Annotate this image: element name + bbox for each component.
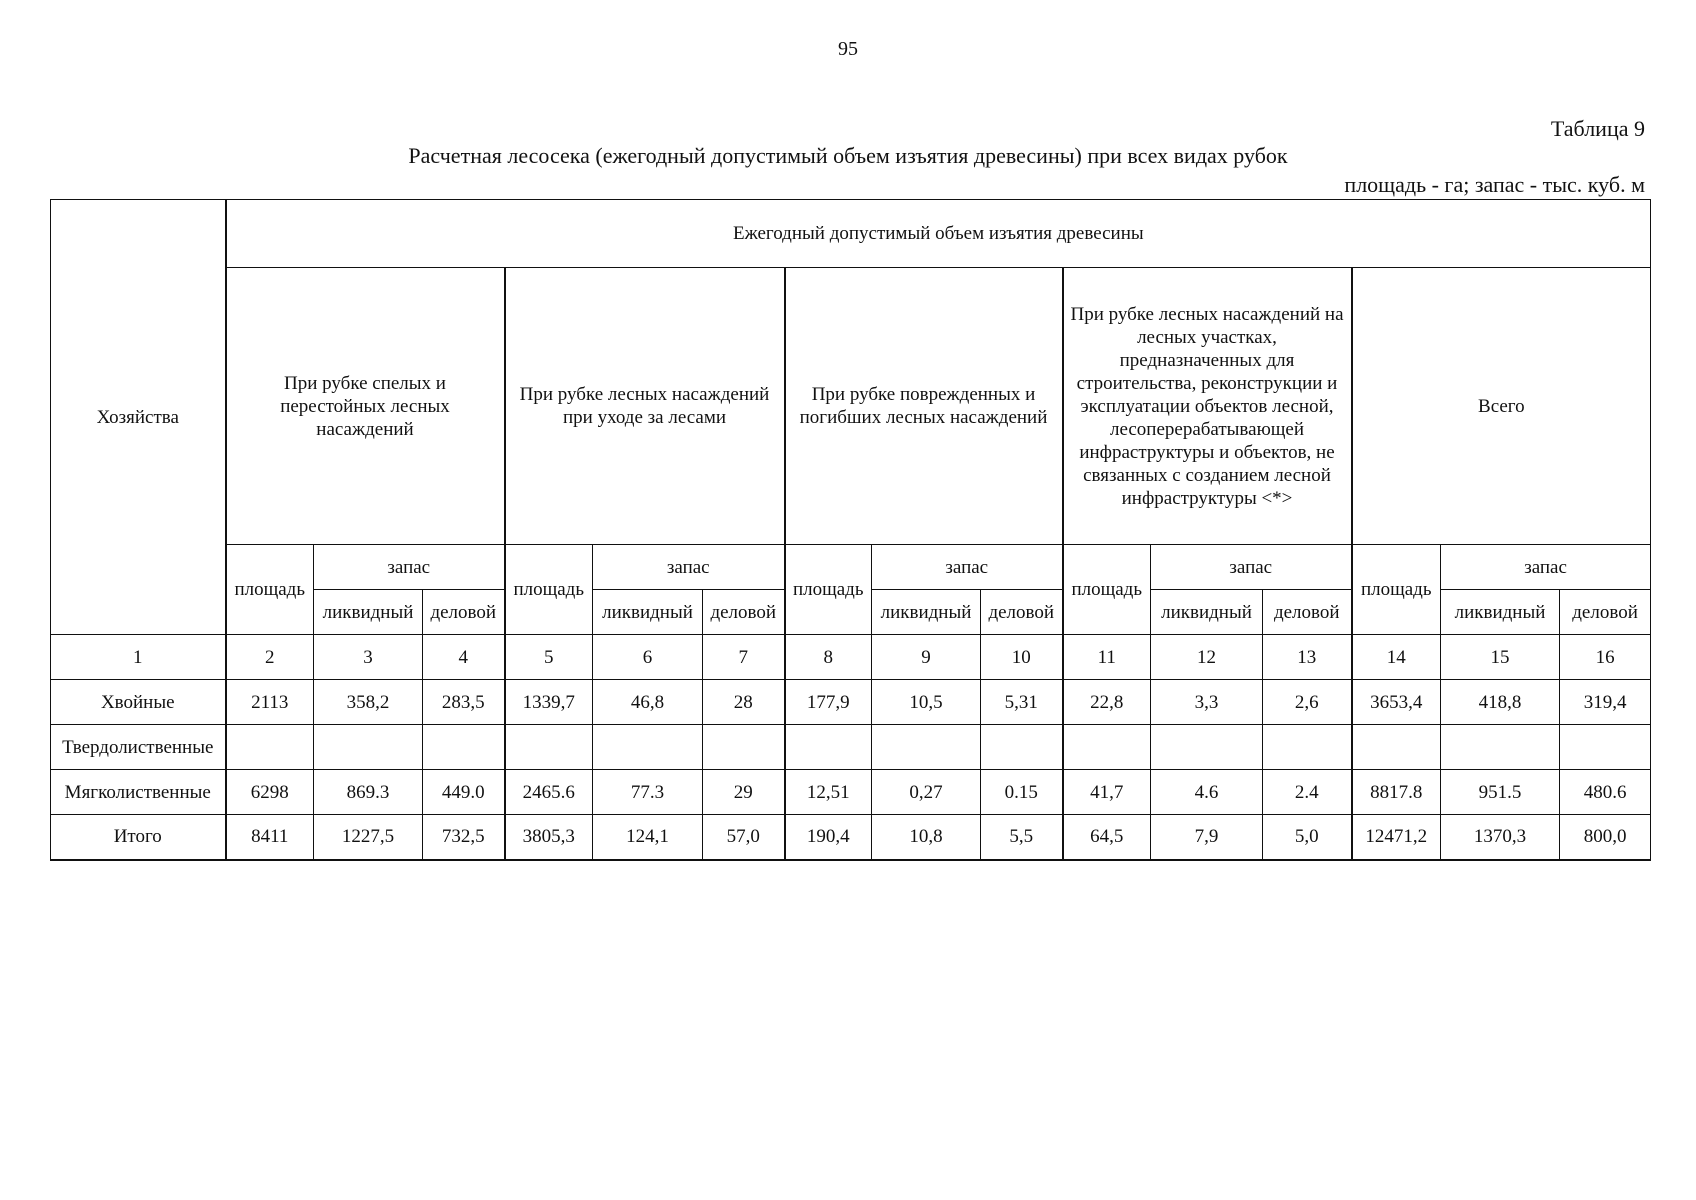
table-row [51,680,1651,725]
column-number: 9 [872,635,981,680]
table-cell [593,725,703,770]
row-label: Хвойные [51,680,226,725]
header-area: площадь [1352,545,1441,635]
row-label: Твердолиственные [51,725,226,770]
column-number: 13 [1263,635,1352,680]
table-cell: 480.6 [1560,770,1651,815]
table-cell: 12,51 [785,770,872,815]
table-cell: 5,0 [1263,815,1352,860]
header-stock: запас [593,545,785,590]
header-group-damaged: При рубке поврежденных и погибших лесных насаждений [785,268,1063,545]
table-row [51,725,1651,770]
table-cell: 1370,3 [1441,815,1560,860]
table-cell: 46,8 [593,680,703,725]
table-cell: 22,8 [1063,680,1151,725]
table-cell [423,725,505,770]
table-row [51,770,1651,815]
table-cell [1441,725,1560,770]
header-business: деловой [1560,590,1651,635]
header-stock: запас [314,545,505,590]
table-cell: 28 [703,680,785,725]
column-number: 11 [1063,635,1151,680]
header-liquid: ликвидный [314,590,423,635]
header-business: деловой [1263,590,1352,635]
table-cell: 951.5 [1441,770,1560,815]
table-cell: 5,5 [981,815,1063,860]
table-cell: 2113 [226,680,314,725]
harvest-table [50,199,1651,861]
header-stock: запас [872,545,1063,590]
table-label: Таблица 9 [1550,116,1645,141]
table-cell [1063,725,1151,770]
header-area: площадь [785,545,872,635]
table-cell: 2.4 [1263,770,1352,815]
header-business: деловой [981,590,1063,635]
table-cell [1560,725,1651,770]
table-cell: 800,0 [1560,815,1651,860]
table-cell: 41,7 [1063,770,1151,815]
header-group-construction: При рубке лесных насаждений на лесных участках, предназначенных для строительства, реконструкции и эксплуатации объектов лесной, лесоперерабатывающей инфраструктуры и объектов, не связанных с созданием лесной инфраструктуры <*> [1063,268,1352,545]
table-cell [981,725,1063,770]
table-cell: 177,9 [785,680,872,725]
table-cell: 3,3 [1151,680,1263,725]
header-area: площадь [226,545,314,635]
table-cell: 10,5 [872,680,981,725]
table-cell: 449.0 [423,770,505,815]
table-cell [1263,725,1352,770]
column-number: 3 [314,635,423,680]
table-cell: 319,4 [1560,680,1651,725]
header-stock: запас [1441,545,1651,590]
column-number: 12 [1151,635,1263,680]
column-number: 10 [981,635,1063,680]
table-cell [314,725,423,770]
row-label: Итого [51,815,226,860]
table-cell: 8411 [226,815,314,860]
table-cell: 418,8 [1441,680,1560,725]
header-business: деловой [423,590,505,635]
table-cell: 283,5 [423,680,505,725]
column-number: 14 [1352,635,1441,680]
table-title: Расчетная лесосека (ежегодный допустимый объем изъятия древесины) при всех видах рубок [408,143,1288,168]
table-cell: 77.3 [593,770,703,815]
column-number: 1 [51,635,226,680]
table-cell [1151,725,1263,770]
table-cell: 5,31 [981,680,1063,725]
header-liquid: ликвидный [1441,590,1560,635]
header-group-mature: При рубке спелых и перестойных лесных насаждений [226,268,505,545]
header-area: площадь [505,545,593,635]
table-cell: 6298 [226,770,314,815]
table-cell: 190,4 [785,815,872,860]
table-cell: 2465.6 [505,770,593,815]
table-cell [1352,725,1441,770]
table-cell: 0.15 [981,770,1063,815]
table-cell: 10,8 [872,815,981,860]
table-cell: 57,0 [703,815,785,860]
column-number: 5 [505,635,593,680]
units-note: площадь - га; запас - тыс. куб. м [1344,172,1645,197]
column-number: 2 [226,635,314,680]
table-cell: 12471,2 [1352,815,1441,860]
column-number: 16 [1560,635,1651,680]
table-cell: 869.3 [314,770,423,815]
table-cell [226,725,314,770]
table-cell [785,725,872,770]
header-business: деловой [703,590,785,635]
header-liquid: ликвидный [872,590,981,635]
table-cell [703,725,785,770]
table-cell: 7,9 [1151,815,1263,860]
table-cell: 4.6 [1151,770,1263,815]
table-cell [872,725,981,770]
header-area: площадь [1063,545,1151,635]
header-annual-volume: Ежегодный допустимый объем изъятия древесины [226,200,1651,268]
header-farms: Хозяйства [51,200,226,635]
column-number: 4 [423,635,505,680]
table-cell: 1339,7 [505,680,593,725]
header-group-total: Всего [1352,268,1651,545]
table-cell: 0,27 [872,770,981,815]
table-cell: 3653,4 [1352,680,1441,725]
page-number: 95 [838,38,858,60]
header-liquid: ликвидный [1151,590,1263,635]
header-group-care: При рубке лесных насаждений при уходе за лесами [505,268,785,545]
column-number: 6 [593,635,703,680]
column-number: 8 [785,635,872,680]
column-number: 7 [703,635,785,680]
table-cell: 64,5 [1063,815,1151,860]
table-cell: 8817.8 [1352,770,1441,815]
table-cell: 732,5 [423,815,505,860]
table-cell: 124,1 [593,815,703,860]
table-cell: 1227,5 [314,815,423,860]
column-number: 15 [1441,635,1560,680]
row-label: Мягколиственные [51,770,226,815]
table-cell: 29 [703,770,785,815]
header-stock: запас [1151,545,1352,590]
table-cell [505,725,593,770]
header-liquid: ликвидный [593,590,703,635]
table-cell: 2,6 [1263,680,1352,725]
column-number-row [51,635,1651,680]
table-cell: 358,2 [314,680,423,725]
table-cell: 3805,3 [505,815,593,860]
table-row-total [51,815,1651,860]
